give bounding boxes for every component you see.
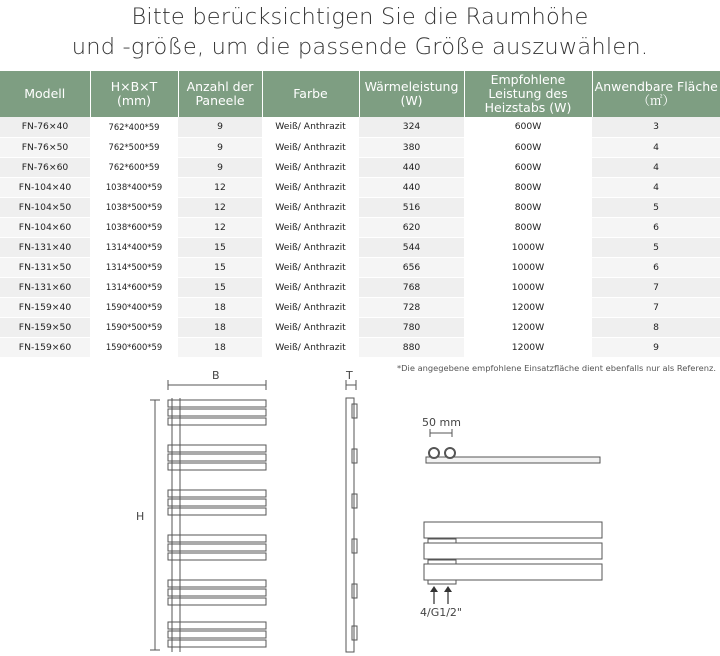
- cell-color: Weiß/ Anthrazit: [262, 137, 359, 157]
- cell-heating-rod: 800W: [464, 177, 592, 197]
- cell-area: 6: [592, 257, 720, 277]
- cell-heating-rod: 1000W: [464, 257, 592, 277]
- cell-area: 7: [592, 277, 720, 297]
- radiator-panel: [168, 589, 266, 596]
- header-area: Anwendbare Fläche（㎡）: [592, 71, 720, 117]
- cell-panels: 9: [178, 117, 262, 137]
- cell-heat-output: 880: [359, 337, 464, 357]
- radiator-panel: [168, 622, 266, 629]
- cell-heat-output: 516: [359, 197, 464, 217]
- cell-model: FN-76×60: [0, 157, 90, 177]
- radiator-panel: [168, 499, 266, 506]
- cell-panels: 12: [178, 197, 262, 217]
- cell-color: Weiß/ Anthrazit: [262, 217, 359, 237]
- cell-dimensions: 1590*600*59: [90, 337, 178, 357]
- radiator-panel: [168, 490, 266, 497]
- cell-model: FN-76×50: [0, 137, 90, 157]
- radiator-panel: [168, 535, 266, 542]
- cell-color: Weiß/ Anthrazit: [262, 157, 359, 177]
- cell-dimensions: 1314*500*59: [90, 257, 178, 277]
- radiator-panel: [168, 409, 266, 416]
- cell-heat-output: 440: [359, 157, 464, 177]
- radiator-panel: [168, 400, 266, 407]
- header-color: Farbe: [262, 71, 359, 117]
- cell-color: Weiß/ Anthrazit: [262, 277, 359, 297]
- cell-heating-rod: 1200W: [464, 297, 592, 317]
- cell-color: Weiß/ Anthrazit: [262, 237, 359, 257]
- top-view-drawing: [426, 429, 600, 463]
- cell-dimensions: 762*600*59: [90, 157, 178, 177]
- header-panels: Anzahl der Paneele: [178, 71, 262, 117]
- radiator-panel: [168, 445, 266, 452]
- cell-dimensions: 762*500*59: [90, 137, 178, 157]
- cell-dimensions: 762*400*59: [90, 117, 178, 137]
- cell-dimensions: 1314*600*59: [90, 277, 178, 297]
- spacing-label: 50 mm: [422, 416, 461, 429]
- width-label: B: [212, 369, 220, 382]
- header-dimensions: H×B×T (mm): [90, 71, 178, 117]
- cell-panels: 12: [178, 177, 262, 197]
- cell-dimensions: 1038*600*59: [90, 217, 178, 237]
- cell-area: 4: [592, 137, 720, 157]
- cell-dimensions: 1314*400*59: [90, 237, 178, 257]
- header-heating-rod: Empfohlene Leistung des Heizstabs (W): [464, 71, 592, 117]
- cell-heating-rod: 1200W: [464, 317, 592, 337]
- cell-heating-rod: 800W: [464, 197, 592, 217]
- radiator-panel: [168, 580, 266, 587]
- cell-model: FN-159×40: [0, 297, 90, 317]
- cell-heat-output: 380: [359, 137, 464, 157]
- cell-area: 7: [592, 297, 720, 317]
- cell-heating-rod: 600W: [464, 157, 592, 177]
- cell-heating-rod: 600W: [464, 117, 592, 137]
- cell-model: FN-131×50: [0, 257, 90, 277]
- cell-heating-rod: 1000W: [464, 277, 592, 297]
- cell-dimensions: 1038*500*59: [90, 197, 178, 217]
- cell-heating-rod: 1000W: [464, 237, 592, 257]
- cell-heat-output: 440: [359, 177, 464, 197]
- cell-heating-rod: 600W: [464, 137, 592, 157]
- cell-model: FN-131×40: [0, 237, 90, 257]
- cell-heat-output: 656: [359, 257, 464, 277]
- cell-color: Weiß/ Anthrazit: [262, 297, 359, 317]
- cell-area: 5: [592, 197, 720, 217]
- radiator-panel: [168, 544, 266, 551]
- cell-panels: 12: [178, 217, 262, 237]
- cell-heat-output: 324: [359, 117, 464, 137]
- cell-color: Weiß/ Anthrazit: [262, 117, 359, 137]
- cell-dimensions: 1590*500*59: [90, 317, 178, 337]
- cell-panels: 9: [178, 157, 262, 177]
- cell-area: 5: [592, 237, 720, 257]
- cell-model: FN-131×60: [0, 277, 90, 297]
- header-modell: Modell: [0, 71, 90, 117]
- cell-panels: 18: [178, 317, 262, 337]
- cell-heat-output: 728: [359, 297, 464, 317]
- cell-heat-output: 620: [359, 217, 464, 237]
- cell-heat-output: 768: [359, 277, 464, 297]
- cell-model: FN-104×60: [0, 217, 90, 237]
- cell-model: FN-76×40: [0, 117, 90, 137]
- cell-panels: 15: [178, 237, 262, 257]
- cell-model: FN-159×50: [0, 317, 90, 337]
- cell-heating-rod: 1200W: [464, 337, 592, 357]
- cell-panels: 18: [178, 297, 262, 317]
- cell-area: 9: [592, 337, 720, 357]
- cell-panels: 9: [178, 137, 262, 157]
- cell-dimensions: 1590*400*59: [90, 297, 178, 317]
- radiator-panel: [168, 631, 266, 638]
- cell-color: Weiß/ Anthrazit: [262, 197, 359, 217]
- cell-panels: 18: [178, 337, 262, 357]
- cell-heat-output: 544: [359, 237, 464, 257]
- cell-color: Weiß/ Anthrazit: [262, 337, 359, 357]
- radiator-panel: [168, 640, 266, 647]
- radiator-panel: [168, 598, 266, 605]
- cell-model: FN-159×60: [0, 337, 90, 357]
- cell-model: FN-104×50: [0, 197, 90, 217]
- cell-color: Weiß/ Anthrazit: [262, 317, 359, 337]
- cell-area: 4: [592, 177, 720, 197]
- bottom-view-drawing: [424, 522, 602, 604]
- cell-model: FN-104×40: [0, 177, 90, 197]
- side-view-drawing: [346, 380, 357, 652]
- front-view-drawing: [150, 380, 266, 652]
- radiator-panel: [168, 508, 266, 515]
- cell-dimensions: 1038*400*59: [90, 177, 178, 197]
- cell-area: 3: [592, 117, 720, 137]
- radiator-panel: [168, 463, 266, 470]
- heading-line-1: Bitte berücksichtigen Sie die Raumhöhe: [131, 4, 589, 30]
- depth-label: T: [346, 369, 353, 382]
- cell-area: 6: [592, 217, 720, 237]
- cell-heat-output: 780: [359, 317, 464, 337]
- radiator-panel: [168, 418, 266, 425]
- heading-line-2: und -größe, um die passende Größe auszuwählen.: [71, 34, 649, 60]
- connection-label: 4/G1/2": [420, 606, 462, 619]
- cell-panels: 15: [178, 257, 262, 277]
- radiator-panel: [168, 454, 266, 461]
- cell-heating-rod: 800W: [464, 217, 592, 237]
- cell-area: 8: [592, 317, 720, 337]
- reference-note: *Die angegebene empfohlene Einsatzfläche dient ebenfalls nur als Referenz.: [396, 363, 716, 373]
- cell-color: Weiß/ Anthrazit: [262, 177, 359, 197]
- header-heat-output: Wärmeleistung (W): [359, 71, 464, 117]
- cell-panels: 15: [178, 277, 262, 297]
- radiator-panel: [168, 553, 266, 560]
- cell-color: Weiß/ Anthrazit: [262, 257, 359, 277]
- height-label: H: [136, 510, 145, 523]
- cell-area: 4: [592, 157, 720, 177]
